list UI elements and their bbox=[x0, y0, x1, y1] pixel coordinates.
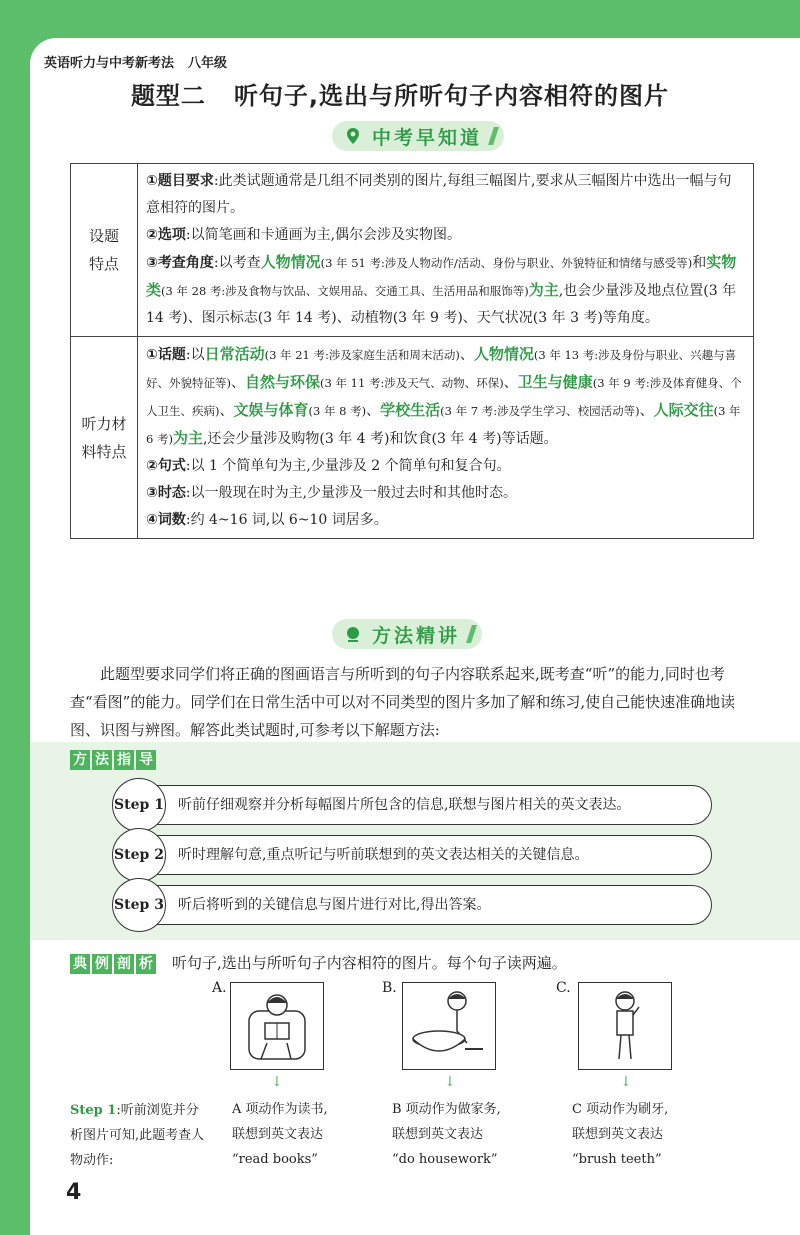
caption-line: A 项动作为读书, bbox=[232, 1102, 328, 1117]
stat-note: (3 年 13 考:涉及身份与职业、兴趣与喜好、外貌特征等) bbox=[146, 348, 737, 390]
picture-a-label: A. bbox=[212, 980, 227, 996]
item-text: ,还会少量涉及购物(3 年 4 考)和饮食(3 年 4 考)等话题。 bbox=[202, 431, 558, 447]
table-row-question-features bbox=[71, 164, 754, 337]
running-header bbox=[44, 52, 227, 71]
stat-note: (3 年 11 考:涉及天气、动物、环保) bbox=[320, 376, 504, 390]
step-circle: Step 2 bbox=[112, 828, 166, 882]
tag-char: 导 bbox=[136, 750, 156, 770]
example-instruction: 听句子,选出与所听句子内容相符的图片。每个句子读两遍。 bbox=[172, 954, 567, 972]
step-2 bbox=[112, 835, 712, 875]
tag-char: 方 bbox=[70, 750, 90, 770]
tag-char: 指 bbox=[114, 750, 134, 770]
caption-line: “read books” bbox=[232, 1152, 318, 1167]
arrow-down-icon: ↓ bbox=[620, 1074, 632, 1090]
banner-decoration bbox=[488, 127, 499, 145]
item-angles bbox=[146, 249, 745, 332]
label-line: 特点 bbox=[88, 255, 119, 273]
features-table bbox=[70, 163, 754, 539]
tag-char: 剖 bbox=[114, 954, 134, 974]
arrow-down-icon: ↓ bbox=[271, 1074, 283, 1090]
boy-washing-illustration bbox=[403, 983, 495, 1069]
banner-decoration bbox=[466, 625, 477, 643]
highlight-term: 为主 bbox=[528, 281, 559, 299]
label-line: 料特点 bbox=[81, 442, 127, 461]
step-text: 听前仔细观察并分析每幅图片所包含的信息,联想与图片相关的英文表达。 bbox=[178, 797, 631, 813]
stat-note: (3 年 21 考:涉及家庭生活和周末活动) bbox=[264, 348, 460, 362]
step1-note-label: Step 1 bbox=[70, 1103, 117, 1118]
banner-method bbox=[332, 619, 482, 649]
book-title: 英语听力与中考新考法 bbox=[44, 56, 175, 71]
item-key: ①题目要求 bbox=[146, 173, 214, 189]
picture-c-brushing bbox=[578, 982, 672, 1070]
grade-label: 八年级 bbox=[188, 56, 228, 71]
method-paragraph: 此题型要求同学们将正确的图画语言与所听到的句子内容联系起来,既考查“听”的能力,同时也考查“看图”的能力。同学们在日常生活中可以对不同类型的图片多加了解和练习,使自己能快速准确地读图、识图与辨图。解答此类试题时,可参考以下解题方法: bbox=[70, 665, 736, 739]
stat-note: (3 年 6 考) bbox=[146, 404, 741, 446]
item-text: :以 1 个简单句为主,少量涉及 2 个简单句和复合句。 bbox=[185, 458, 511, 474]
picture-b-housework bbox=[402, 982, 496, 1070]
step-1 bbox=[112, 785, 712, 825]
item-text: :约 4~16 词,以 6~10 词居多。 bbox=[185, 512, 388, 528]
picture-b-caption bbox=[392, 1097, 501, 1172]
arrow-down-icon: ↓ bbox=[444, 1074, 456, 1090]
picture-a-caption bbox=[232, 1097, 328, 1172]
highlight-term: 自然与环保 bbox=[245, 373, 321, 391]
stat-note: (3 年 28 考:涉及食物与饮品、文娱用品、交通工具、生活用品和服饰等) bbox=[161, 284, 529, 298]
step-text: 听时理解句意,重点听记与听前联想到的英文表达相关的关键信息。 bbox=[178, 847, 589, 863]
example-tag bbox=[70, 954, 156, 974]
item-topics: ①话题:以日常活动(3 年 21 考:涉及家庭生活和周末活动)、人物情况(3 年 13 考:涉及身份与职业、兴趣与喜好、外貌特征等)、自然与环保(3 年 11 考:涉及天气、动物、环保)、卫生与健康(3 年 9 考:涉及体育健身、个人卫生、疾病)、文娱与体育(3 年 8 考)、学校生活(3 年 7 考:涉及学生学习、校园活动等)、人际交往(3 年 6 考)为主,还会少量涉及购物(3 年 4 考)和饮食(3 年 4 考)等话题。 bbox=[146, 345, 742, 447]
highlight-term: 学校生活 bbox=[380, 401, 441, 419]
material-features-content bbox=[138, 337, 754, 539]
stat-note: (3 年 7 考:涉及学生学习、校园活动等) bbox=[440, 404, 640, 418]
item-key: ③时态 bbox=[146, 485, 186, 501]
tag-char: 析 bbox=[136, 954, 156, 974]
page-number: 4 bbox=[66, 1180, 82, 1205]
item-text: :以一般现在时为主,少量涉及一般过去时和其他时态。 bbox=[185, 485, 518, 501]
boy-brushing-illustration bbox=[579, 983, 671, 1069]
item-wordcount bbox=[146, 507, 745, 534]
caption-line: 联想到英文表达 bbox=[572, 1127, 664, 1142]
item-options bbox=[146, 222, 745, 249]
banner-method-text: 方法精讲 bbox=[372, 624, 461, 647]
step-circle: Step 1 bbox=[112, 778, 166, 832]
caption-line: “do housework” bbox=[392, 1152, 498, 1167]
tag-char: 例 bbox=[92, 954, 112, 974]
row-label-question-features bbox=[71, 164, 138, 337]
item-text: 和 bbox=[692, 255, 707, 271]
title-text: 听句子,选出与所听句子内容相符的图片 bbox=[233, 82, 670, 110]
item-text: :以简笔画和卡通画为主,偶尔会涉及实物图。 bbox=[185, 227, 462, 243]
highlight-term: 人物情况 bbox=[473, 345, 534, 363]
label-line: 设题 bbox=[88, 227, 119, 245]
guide-tag bbox=[70, 750, 156, 770]
caption-line: 联想到英文表达 bbox=[392, 1127, 484, 1142]
picture-c-label: C. bbox=[556, 980, 571, 996]
highlight-term: 日常活动 bbox=[204, 345, 265, 363]
picture-c-caption bbox=[572, 1097, 668, 1172]
banner-exam-info bbox=[332, 121, 504, 151]
title-part: 题型二 bbox=[130, 82, 206, 110]
highlight-term: 人物情况 bbox=[260, 253, 321, 271]
label-line: 听力材 bbox=[81, 414, 127, 433]
step1-note bbox=[70, 1098, 210, 1173]
caption-line: 联想到英文表达 bbox=[232, 1127, 324, 1142]
item-tense bbox=[146, 480, 745, 507]
item-key: ③考查角度 bbox=[146, 255, 214, 271]
step-circle: Step 3 bbox=[112, 878, 166, 932]
banner-exam-info-text: 中考早知道 bbox=[372, 126, 483, 149]
item-text: :此类试题通常是几组不同类别的图片,每组三幅图片,要求从三幅图片中选出一幅与句意相符的图片。 bbox=[146, 173, 732, 216]
row-label-material-features bbox=[71, 337, 138, 539]
highlight-term: 实物类 bbox=[146, 253, 737, 299]
caption-line: C 项动作为刷牙, bbox=[572, 1102, 669, 1117]
stat-note: (3 年 8 考) bbox=[308, 404, 367, 418]
boy-reading-illustration bbox=[231, 983, 323, 1069]
highlight-term: 卫生与健康 bbox=[517, 373, 593, 391]
highlight-term: 文娱与体育 bbox=[233, 401, 309, 419]
location-pin-icon bbox=[344, 127, 362, 145]
item-key: ②句式 bbox=[146, 458, 186, 474]
item-key: ④词数 bbox=[146, 512, 186, 528]
item-text: ,也会少量涉及地点位置(3 年 14 考)、图示标志(3 年 14 考)、动植物(3 年 9 考)、天气状况(3 年 3 考)等角度。 bbox=[146, 283, 737, 326]
highlight-term: 为主 bbox=[172, 429, 203, 447]
step-text: 听后将听到的关键信息与图片进行对比,得出答案。 bbox=[178, 897, 491, 913]
tag-char: 法 bbox=[92, 750, 112, 770]
caption-line: “brush teeth” bbox=[572, 1152, 662, 1167]
highlight-term: 人际交往 bbox=[653, 401, 714, 419]
caption-line: B 项动作为做家务, bbox=[392, 1102, 501, 1117]
item-text: :以 bbox=[185, 347, 205, 363]
tag-char: 典 bbox=[70, 954, 90, 974]
page-title bbox=[0, 76, 800, 111]
item-key: ②选项 bbox=[146, 227, 186, 243]
item-requirement bbox=[146, 168, 745, 222]
step1-note-text: :听前浏览并分析图片可知,此题考查人物动作: bbox=[70, 1103, 205, 1168]
leaf-icon bbox=[344, 625, 362, 643]
question-features-content bbox=[138, 164, 754, 337]
picture-b-label: B. bbox=[382, 980, 397, 996]
item-key: ①话题 bbox=[146, 347, 186, 363]
stat-note: (3 年 51 考:涉及人物动作/活动、身份与职业、外貌特征和情绪与感受等) bbox=[320, 256, 693, 270]
table-row-material-features bbox=[71, 337, 754, 539]
item-sentence bbox=[146, 453, 745, 480]
step-3 bbox=[112, 885, 712, 925]
stat-note: (3 年 9 考:涉及体育健身、个人卫生、疾病) bbox=[146, 376, 742, 418]
picture-a-reading bbox=[230, 982, 324, 1070]
item-text: :以考查 bbox=[213, 255, 261, 271]
